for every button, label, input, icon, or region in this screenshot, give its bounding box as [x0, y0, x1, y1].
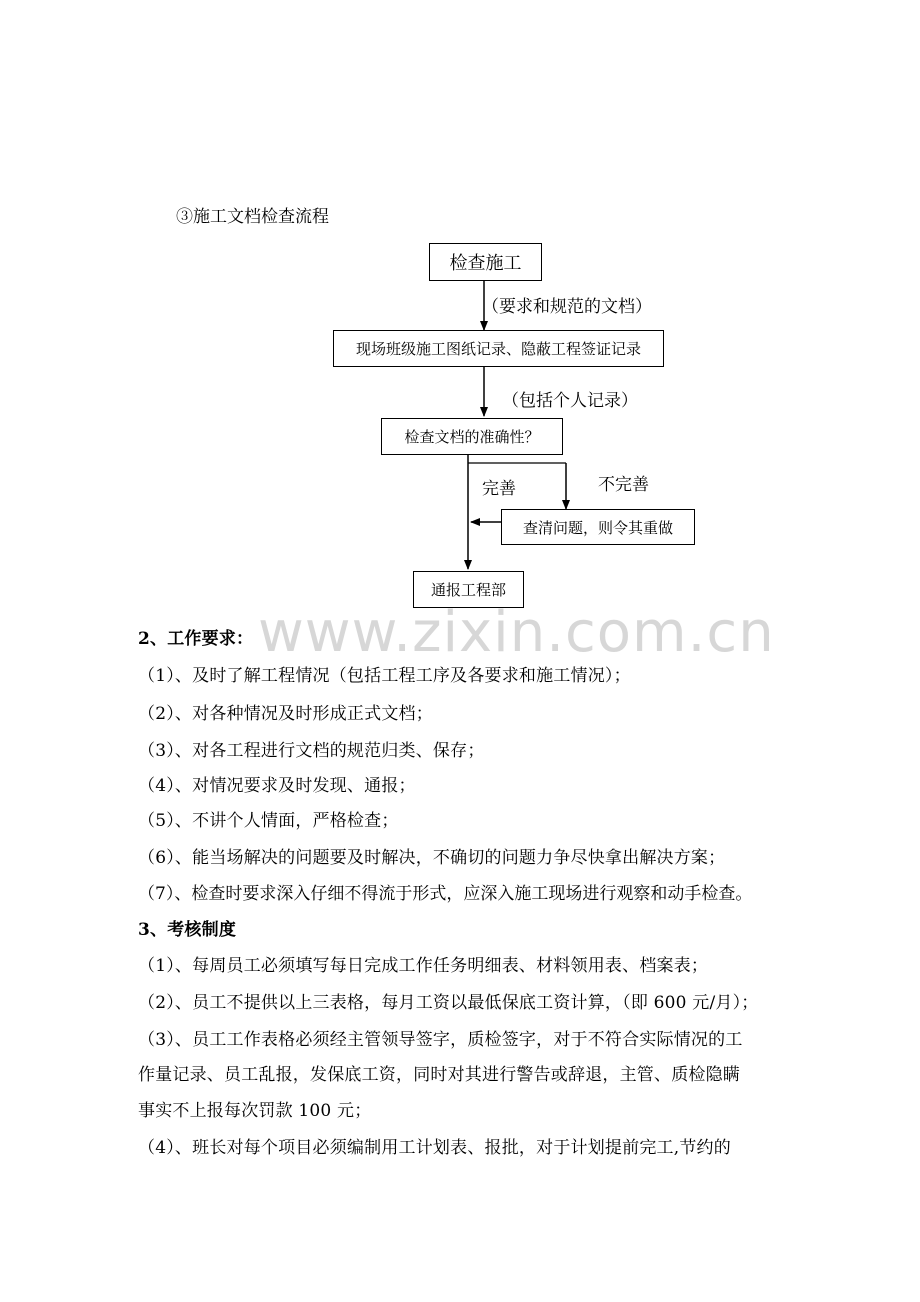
- work-requirement-item: （6）、能当场解决的问题要及时解决，不确切的问题力争尽快拿出解决方案；: [138, 848, 726, 868]
- work-requirement-item: （2）、对各种情况及时形成正式文档；: [138, 704, 433, 724]
- work-requirement-item: （5）、不讲个人情面，严格检查；: [138, 811, 399, 831]
- assessment-line: （1）、每周员工必须填写每日完成工作任务明细表、材料领用表、档案表；: [138, 956, 709, 976]
- box-site-records: 现场班级施工图纸记录、隐蔽工程签证记录: [333, 330, 664, 367]
- flowchart-title: ③施工文档检查流程: [176, 207, 329, 227]
- work-requirement-item: （3）、对各工程进行文档的规范归类、保存；: [138, 741, 485, 761]
- assessment-line: （2）、员工不提供以上三表格，每月工资以最低保底工资计算，（即 600 元/月）；: [138, 993, 759, 1013]
- assessment-line: 事实不上报每次罚款 100 元；: [138, 1101, 372, 1121]
- note-required-docs: （要求和规范的文档）: [482, 297, 652, 317]
- box-clarify-redo: 查清问题，则令其重做: [501, 509, 695, 545]
- label-incomplete: 不完善: [598, 475, 649, 495]
- label-complete: 完善: [482, 479, 516, 499]
- work-requirement-item: （1）、及时了解工程情况（包括工程工序及各要求和施工情况）；: [138, 666, 631, 686]
- work-requirement-item: （7）、检查时要求深入仔细不得流于形式，应深入施工现场进行观察和动手检查。: [138, 884, 753, 904]
- box-check-accuracy: 检查文档的准确性？: [381, 418, 563, 455]
- note-personal-records: （包括个人记录）: [502, 391, 638, 411]
- assessment-line: （3）、员工工作表格必须经主管领导签字，质检签字，对于不符合实际情况的工: [138, 1030, 743, 1050]
- assessment-line: 作量记录、员工乱报，发保底工资，同时对其进行警告或辞退，主管、质检隐瞒: [138, 1065, 740, 1085]
- assessment-heading: 3、考核制度: [138, 920, 237, 940]
- work-requirement-item: （4）、对情况要求及时发现、通报；: [138, 776, 416, 796]
- watermark-text: www.zixin.com.cn: [258, 600, 775, 665]
- assessment-line: （4）、班长对每个项目必须编制用工计划表、报批，对于计划提前完工,节约的: [138, 1138, 731, 1158]
- box-check-construction: 检查施工: [429, 243, 542, 281]
- box-report-engineering: 通报工程部: [413, 571, 524, 608]
- work-requirements-heading: 2、工作要求：: [138, 629, 254, 649]
